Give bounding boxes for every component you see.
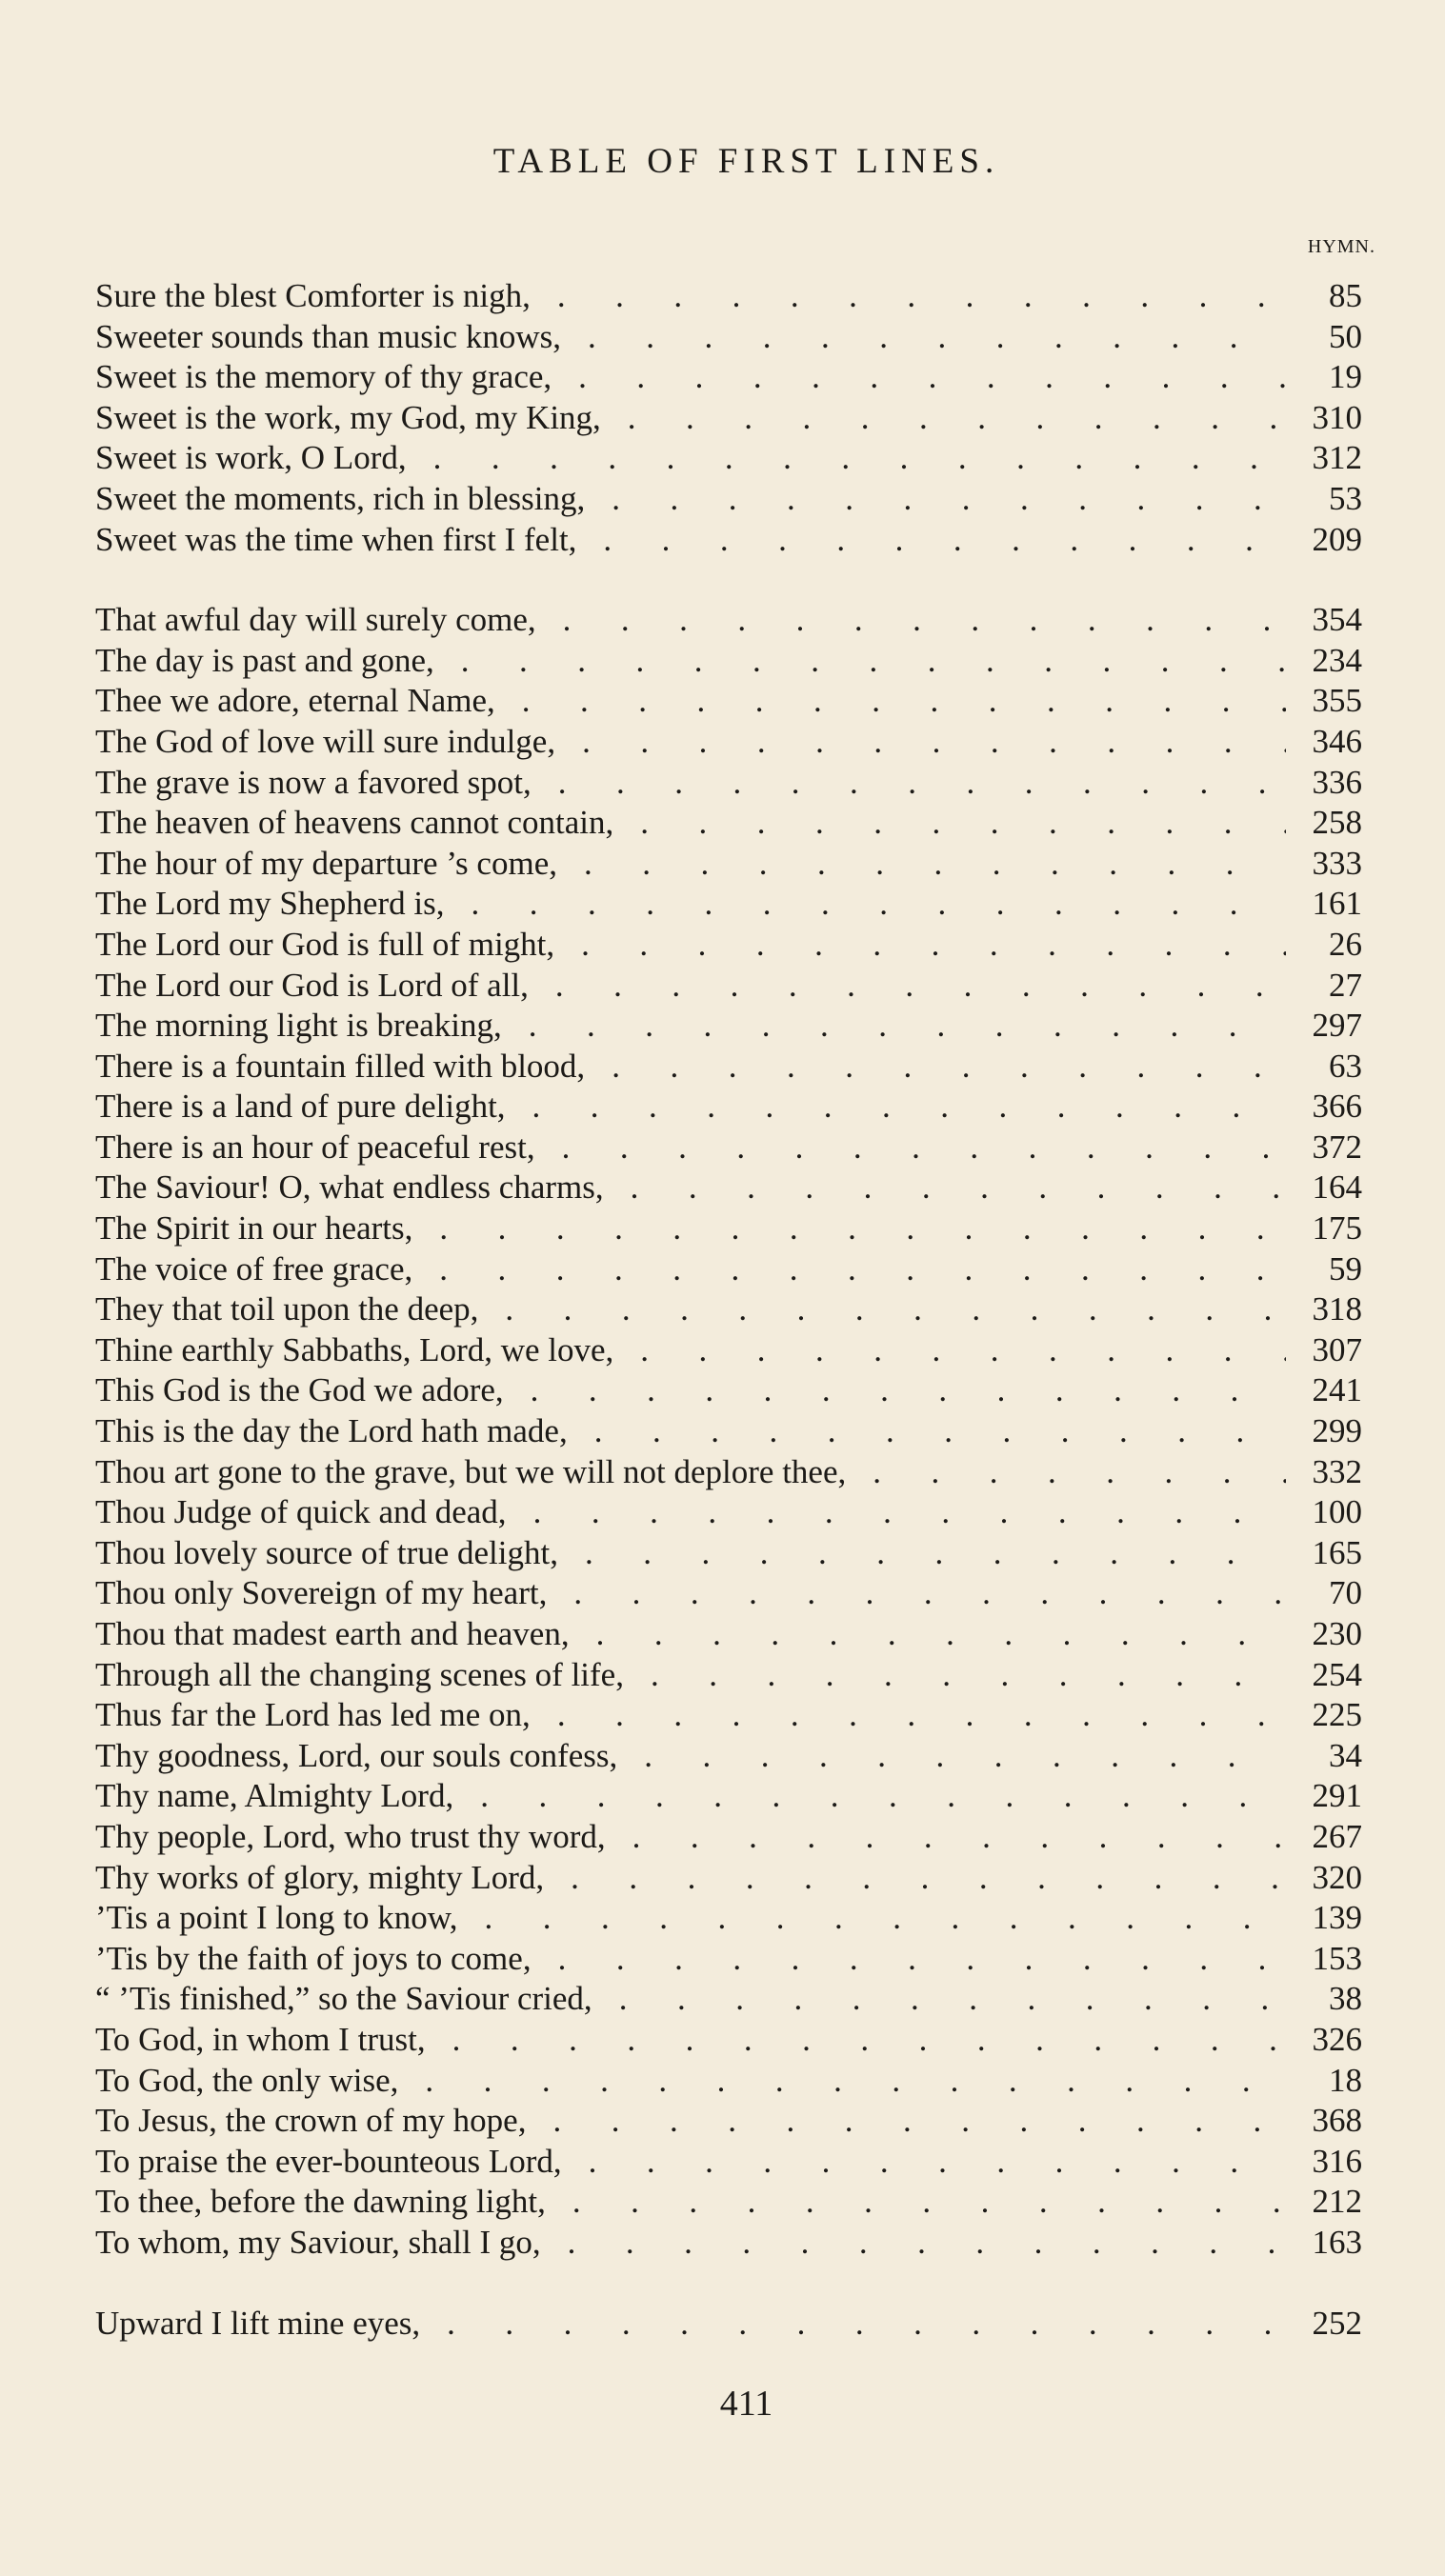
hymn-number: 234 [1312, 641, 1362, 679]
hymn-number: 310 [1312, 398, 1362, 436]
index-entry [95, 966, 1362, 1007]
page-title: TABLE OF FIRST LINES. [492, 142, 1000, 181]
first-line: Sweeter sounds than music knows, [95, 317, 561, 355]
first-line: Thy works of glory, mighty Lord, [95, 1858, 545, 1896]
index-entry [95, 1330, 1362, 1371]
dot-leader [398, 2061, 1286, 2102]
index-entry [95, 2142, 1362, 2183]
index-entry [95, 844, 1362, 885]
index-entry [95, 1573, 1362, 1614]
first-line: The hour of my departure ’s come, [95, 844, 557, 882]
index-entry [95, 1370, 1362, 1411]
hymn-number: 355 [1312, 682, 1362, 720]
index-entry [95, 2223, 1362, 2264]
first-line: The day is past and gone, [95, 641, 434, 679]
hymn-number: 63 [1329, 1047, 1362, 1085]
hymn-number: 307 [1312, 1330, 1362, 1368]
hymn-number: 297 [1312, 1007, 1362, 1045]
dot-leader [531, 1695, 1286, 1736]
dot-leader [444, 884, 1286, 925]
index-entry [95, 1087, 1362, 1128]
hymn-number: 252 [1312, 2304, 1362, 2342]
index-entry [95, 2304, 1362, 2345]
dot-leader [536, 600, 1286, 641]
hymn-number: 354 [1312, 601, 1362, 639]
hymn-number: 70 [1329, 1574, 1362, 1612]
hymn-number: 34 [1329, 1736, 1362, 1774]
dot-leader [407, 438, 1286, 479]
dot-leader [592, 1979, 1286, 2020]
first-line: Sweet is the work, my God, my King, [95, 398, 601, 436]
index-entry [95, 1858, 1362, 1899]
dot-leader [412, 1249, 1286, 1290]
first-line: To whom, my Saviour, shall I go, [95, 2223, 541, 2261]
hymn-number: 320 [1312, 1858, 1362, 1896]
index-entry [95, 1817, 1362, 1858]
hymn-number: 230 [1312, 1615, 1362, 1652]
hymn-number: 254 [1312, 1655, 1362, 1693]
dot-leader [601, 398, 1286, 439]
hymn-number: 333 [1312, 844, 1362, 882]
dot-leader [526, 2101, 1286, 2142]
hymn-number: 38 [1329, 1980, 1362, 2018]
index-entry [95, 1492, 1362, 1533]
index-entry [95, 1047, 1362, 1088]
index-entry [95, 2101, 1362, 2142]
index-entry [95, 357, 1362, 398]
index-entry [95, 722, 1362, 763]
dot-leader [613, 1330, 1286, 1371]
first-lines-index [95, 276, 1362, 2344]
first-line: Thy name, Almighty Lord, [95, 1777, 454, 1815]
dot-leader [604, 1168, 1286, 1208]
dot-leader [624, 1655, 1286, 1696]
first-line: To God, the only wise, [95, 2061, 399, 2099]
hymn-number: 368 [1312, 2102, 1362, 2140]
first-line: There is a fountain filled with blood, [95, 1047, 586, 1085]
dot-leader [562, 2142, 1286, 2183]
dot-leader [547, 1573, 1286, 1614]
first-line: The voice of free grace, [95, 1249, 413, 1288]
first-line: Thee we adore, eternal Name, [95, 682, 495, 720]
dot-leader [585, 1047, 1286, 1088]
first-line: The heaven of heavens cannot contain, [95, 804, 614, 842]
hymn-number: 26 [1329, 925, 1362, 963]
index-entry [95, 398, 1362, 439]
hymn-number: 291 [1312, 1777, 1362, 1815]
index-entry [95, 1695, 1362, 1736]
first-line: There is an hour of peaceful rest, [95, 1128, 535, 1166]
hymn-number: 241 [1312, 1371, 1362, 1409]
first-line: Sweet is work, O Lord, [95, 439, 407, 477]
hymn-number: 318 [1312, 1290, 1362, 1328]
hymn-number: 258 [1312, 804, 1362, 842]
index-entry [95, 317, 1362, 358]
hymn-number: 332 [1312, 1452, 1362, 1490]
hymn-number: 346 [1312, 722, 1362, 760]
dot-leader [434, 641, 1286, 682]
index-entry [95, 884, 1362, 925]
first-line: Sweet the moments, rich in blessing, [95, 479, 586, 517]
dot-leader [544, 1858, 1286, 1899]
dot-leader [495, 681, 1286, 722]
hymn-number: 267 [1312, 1817, 1362, 1855]
hymn-number: 18 [1329, 2061, 1362, 2099]
dot-leader [506, 1087, 1286, 1128]
index-entry [95, 1533, 1362, 1574]
dot-leader [558, 1533, 1286, 1574]
dot-leader [561, 317, 1286, 358]
dot-leader [613, 803, 1286, 844]
dot-leader [502, 1006, 1286, 1047]
first-line: Thy people, Lord, who trust thy word, [95, 1817, 606, 1855]
dot-leader [507, 1492, 1286, 1533]
hymn-number: 53 [1329, 479, 1362, 517]
first-line: The grave is now a favored spot, [95, 763, 532, 801]
first-line: Thou lovely source of true delight, [95, 1533, 558, 1571]
dot-leader [546, 2182, 1286, 2223]
first-line: Through all the changing scenes of life, [95, 1655, 624, 1693]
index-entry [95, 438, 1362, 479]
dot-leader [532, 1939, 1286, 1980]
hymn-number: 209 [1312, 520, 1362, 558]
index-entry [95, 1614, 1362, 1655]
hymn-number: 164 [1312, 1168, 1362, 1207]
first-line: To God, in whom I trust, [95, 2020, 426, 2058]
index-entry [95, 1249, 1362, 1290]
index-entry [95, 2182, 1362, 2223]
hymn-number: 372 [1312, 1128, 1362, 1166]
hymn-number: 50 [1329, 317, 1362, 355]
dot-leader [555, 722, 1286, 763]
first-line: Thine earthly Sabbaths, Lord, we love, [95, 1330, 614, 1368]
hymn-number: 19 [1329, 358, 1362, 396]
hymn-number: 299 [1312, 1412, 1362, 1450]
first-line: The morning light is breaking, [95, 1007, 502, 1045]
index-entry [95, 2061, 1362, 2102]
first-line: Upward I lift mine eyes, [95, 2304, 421, 2342]
dot-leader [529, 966, 1286, 1007]
index-entry [95, 1128, 1362, 1168]
first-line: They that toil upon the deep, [95, 1290, 479, 1328]
dot-leader [426, 2020, 1286, 2061]
first-line: To Jesus, the crown of my hope, [95, 2102, 527, 2140]
dot-leader [535, 1128, 1286, 1168]
dot-leader [617, 1736, 1286, 1777]
first-line: The Spirit in our hearts, [95, 1209, 413, 1248]
dot-leader [478, 1289, 1286, 1330]
index-entry [95, 763, 1362, 804]
dot-leader [552, 357, 1286, 398]
dot-leader [458, 1898, 1287, 1939]
first-line: Thou that madest earth and heaven, [95, 1615, 570, 1652]
entry-group-u [95, 2304, 1362, 2345]
first-line: That awful day will surely come, [95, 601, 536, 639]
hymn-number: 366 [1312, 1088, 1362, 1126]
dot-leader [420, 2304, 1286, 2345]
first-line: “ ’Tis finished,” so the Saviour cried, [95, 1980, 592, 2018]
dot-leader [453, 1776, 1286, 1817]
first-line: ’Tis by the faith of joys to come, [95, 1939, 532, 1977]
index-entry [95, 479, 1362, 520]
hymn-number: 100 [1312, 1493, 1362, 1531]
hymn-number: 139 [1312, 1899, 1362, 1937]
index-entry [95, 1939, 1362, 1980]
dot-leader [412, 1208, 1286, 1249]
dot-leader [554, 925, 1286, 966]
first-line: To thee, before the dawning light, [95, 2183, 546, 2221]
first-line: Thou art gone to the grave, but we will not deplore thee, [95, 1452, 847, 1490]
index-entry [95, 681, 1362, 722]
first-line: The Lord our God is full of might, [95, 925, 555, 963]
first-line: There is a land of pure delight, [95, 1088, 506, 1126]
dot-leader [570, 1614, 1286, 1655]
hymn-number: 312 [1312, 439, 1362, 477]
index-entry [95, 1898, 1362, 1939]
first-line: To praise the ever-bounteous Lord, [95, 2142, 562, 2180]
index-entry [95, 1452, 1362, 1493]
index-entry [95, 1411, 1362, 1452]
hymn-number: 59 [1329, 1249, 1362, 1288]
first-line: This God is the God we adore, [95, 1371, 504, 1409]
hymn-number: 85 [1329, 277, 1362, 314]
dot-leader [606, 1817, 1286, 1858]
first-line: The God of love will sure indulge, [95, 722, 556, 760]
entry-group-s [95, 276, 1362, 560]
first-line: Sure the blest Comforter is nigh, [95, 277, 531, 314]
dot-leader [557, 844, 1286, 885]
index-entry [95, 1776, 1362, 1817]
hymn-number: 153 [1312, 1939, 1362, 1977]
first-line: The Lord our God is Lord of all, [95, 966, 529, 1004]
first-line: ’Tis a point I long to know, [95, 1899, 458, 1937]
hymn-number: 212 [1312, 2183, 1362, 2221]
index-entry [95, 2020, 1362, 2061]
hymn-number: 316 [1312, 2142, 1362, 2180]
dot-leader [531, 276, 1286, 317]
first-line: Thou only Sovereign of my heart, [95, 1574, 548, 1612]
dot-leader [568, 1411, 1286, 1452]
hymn-number: 163 [1312, 2223, 1362, 2261]
dot-leader [846, 1452, 1286, 1493]
hymn-number: 165 [1312, 1533, 1362, 1571]
hymn-number: 326 [1312, 2020, 1362, 2058]
index-entry [95, 1289, 1362, 1330]
dot-leader [585, 479, 1286, 520]
hymn-number: 225 [1312, 1696, 1362, 1734]
hymn-number: 336 [1312, 763, 1362, 801]
index-entry [95, 520, 1362, 561]
index-entry [95, 1006, 1362, 1047]
index-entry [95, 925, 1362, 966]
dot-leader [504, 1370, 1286, 1411]
index-entry [95, 1979, 1362, 2020]
hymn-number: 175 [1312, 1209, 1362, 1248]
index-entry [95, 1208, 1362, 1249]
index-entry [95, 600, 1362, 641]
index-entry [95, 803, 1362, 844]
index-entry [95, 276, 1362, 317]
first-line: Sweet was the time when first I felt, [95, 520, 577, 558]
page-number: 411 [719, 2384, 773, 2424]
hymn-number: 161 [1312, 885, 1362, 923]
hymn-number: 27 [1329, 966, 1362, 1004]
first-line: Thy goodness, Lord, our souls confess, [95, 1736, 618, 1774]
dot-leader [576, 520, 1286, 561]
index-entry [95, 1655, 1362, 1696]
first-line: The Lord my Shepherd is, [95, 885, 445, 923]
first-line: The Saviour! O, what endless charms, [95, 1168, 604, 1207]
first-line: Sweet is the memory of thy grace, [95, 358, 552, 396]
index-entry [95, 1168, 1362, 1208]
dot-leader [541, 2223, 1286, 2264]
first-line: Thou Judge of quick and dead, [95, 1493, 507, 1531]
entry-group-t [95, 600, 1362, 2263]
first-line: This is the day the Lord hath made, [95, 1412, 568, 1450]
hymn-column-header: HYMN. [1307, 236, 1375, 257]
first-line: Thus far the Lord has led me on, [95, 1696, 531, 1734]
index-entry [95, 1736, 1362, 1777]
index-entry [95, 641, 1362, 682]
dot-leader [532, 763, 1286, 804]
